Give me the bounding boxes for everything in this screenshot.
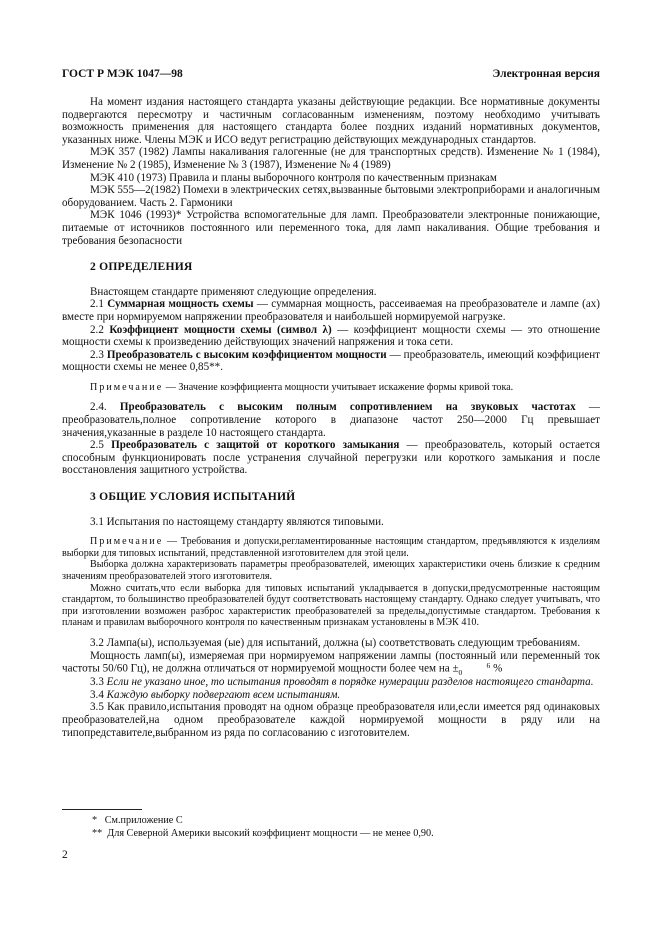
clause-3-1-note-cont: Выборка должна характеризовать параметры преобразователей, имеющих характеристики очень близкие к средним значениям преобразователей этого изготовителя. [62, 559, 600, 582]
page-number: 2 [62, 849, 68, 861]
definition-term: Преобразователь с высоким полным сопротивлением на звуковых частотах [119, 401, 576, 414]
definition-2-1: 2.1 Суммарная мощность схемы — суммарная мощность, рассеиваемая на преобразователе и лампе (ах) вместе при нормируемом напряжении преобразователя и наибольшей нормируемой нагрузке. [62, 298, 600, 323]
footnote-2: ** Для Северной Америки высокий коэффициент мощности — не менее 0,90. [92, 828, 434, 839]
reference-iec357: МЭК 357 (1982) Лампы накаливания галогенные (не для транспортных средств). Изменение № 1 (1984), Изменение № 2 (1985), Изменение № 3 (1987), Изменение № 4 (1989) [62, 146, 600, 171]
reference-iec555: МЭК 555—2(1982) Помехи в электрических сетях,вызванные бытовыми электроприборами и аналогичным оборудованием. Часть 2. Гармоники [62, 184, 600, 209]
section-2-heading: 2 ОПРЕДЕЛЕНИЯ [90, 260, 193, 274]
definition-2-3: 2.3 Преобразователь с высоким коэффициентом мощности — преобразователь, имеющий коэффициент мощности схемы не менее 0,85**. [62, 348, 600, 374]
clause-3-4: 3.4 Каждую выборку подвергают всем испытаниям. [90, 688, 341, 701]
clause-3-1-note-cont: Можно считать,что если выборка для типовых испытаний укладывается в допуски,предусмотренные настоящим стандартом, то большинство преобразователей будут соответствовать настоящему стандарту. Однако следует учитывать, что при изготовлении возможен разброс характеристик преобразователей за пределы,допустимые стандартом. Требования к планам и правилам выборочного контроля по качественным признакам установлены в МЭК 410. [62, 582, 600, 629]
clause-3-1-note: Примечание — Требования и допуски,регламентированные настоящим стандартом, предъявляются к изделиям выборки для типовых испытаний, представленной изготовителем для этой цели. [62, 536, 600, 559]
footnote-1: * См.приложение С [92, 815, 183, 826]
reference-iec1046: МЭК 1046 (1993)* Устройства вспомогательные для ламп. Преобразователи электронные понижающие, питаемые от источников постоянного или переменного тока, для ламп накаливания. Общие требования и требования безопасности [62, 209, 600, 247]
edition-label: Электронная версия [492, 68, 600, 80]
definition-2-4: 2.4. Преобразователь с высоким полным сопротивлением на звуковых частотах — преобразователь,полное сопротивление которого в диапазоне частот 250—2000 Гц превышает значения,указанные в разделе 10 настоящего стандарта. [62, 401, 600, 439]
clause-3-2-requirement: Мощность ламп(ы), измеряемая при нормируемом напряжении лампы (постоянный или переменный ток частоты 50/60 Гц), не должна отличаться от нормируемой мощности более чем на ± 6 0 % [62, 649, 600, 678]
clause-3-5: 3.5 Как правило,испытания проводят на одном образце преобразователя или,если имеется ряд одинаковых преобразователей,на одном преобразователе каждой нормируемой мощности в ряду или на типопредставителе,выбранном из ряда по согласованию с изготовителем. [62, 701, 600, 739]
intro-paragraph: На момент издания настоящего стандарта указаны действующие редакции. Все нормативные документы подвергаются пересмотру и частичным согласованным изменениям, поэтому необходимо учитывать возможность применения для настоящего стандарта более поздних изданий нормативных документов, указанных ниже. Члены МЭК и ИСО ведут регистрацию действующих международных стандартов. [62, 96, 600, 146]
definition-2-2: 2.2 Коэффициент мощности схемы (символ λ) — коэффициент мощности схемы — это отношение мощности схемы к произведению действующих значений напряжения и тока сети. [62, 323, 600, 349]
page-body [62, 96, 600, 739]
definitions-intro: Внастоящем стандарте применяют следующие определения. [90, 285, 377, 298]
definition-term: Коэффициент мощности схемы (символ λ) [109, 323, 332, 336]
footnote-divider [62, 809, 142, 810]
section-3-heading: 3 ОБЩИЕ УСЛОВИЯ ИСПЫТАНИЙ [90, 490, 296, 504]
definition-term: Преобразователь с высоким коэффициентом мощности [106, 348, 387, 361]
definition-2-5: 2.5 Преобразователь с защитой от короткого замыкания — преобразователь, который остается способным функционировать после устранения случайной перегрузки или короткого замыкания и после восстановления защитного устройства. [62, 439, 600, 477]
footnotes [62, 814, 600, 840]
standard-number: ГОСТ Р МЭК 1047—98 [62, 68, 183, 80]
clause-3-1: 3.1 Испытания по настоящему стандарту являются типовыми. [90, 515, 384, 528]
clause-3-2: 3.2 Лампа(ы), используемая (ые) для испытаний, должна (ы) соответствовать следующим требованиям. [90, 636, 581, 649]
definition-term: Суммарная мощность схемы [107, 298, 254, 311]
reference-iec410: МЭК 410 (1973) Правила и планы выборочного контроля по качественным признакам [90, 171, 497, 184]
definition-note: Примечание — Значение коэффициента мощности учитывает искажение формы кривой тока. [90, 381, 514, 393]
clause-3-3: 3.3 Если не указано иное, то испытания проводят в порядке нумерации разделов настоящего стандарта. [90, 676, 594, 689]
definition-term: Преобразователь с защитой от короткого замыкания [111, 439, 400, 452]
